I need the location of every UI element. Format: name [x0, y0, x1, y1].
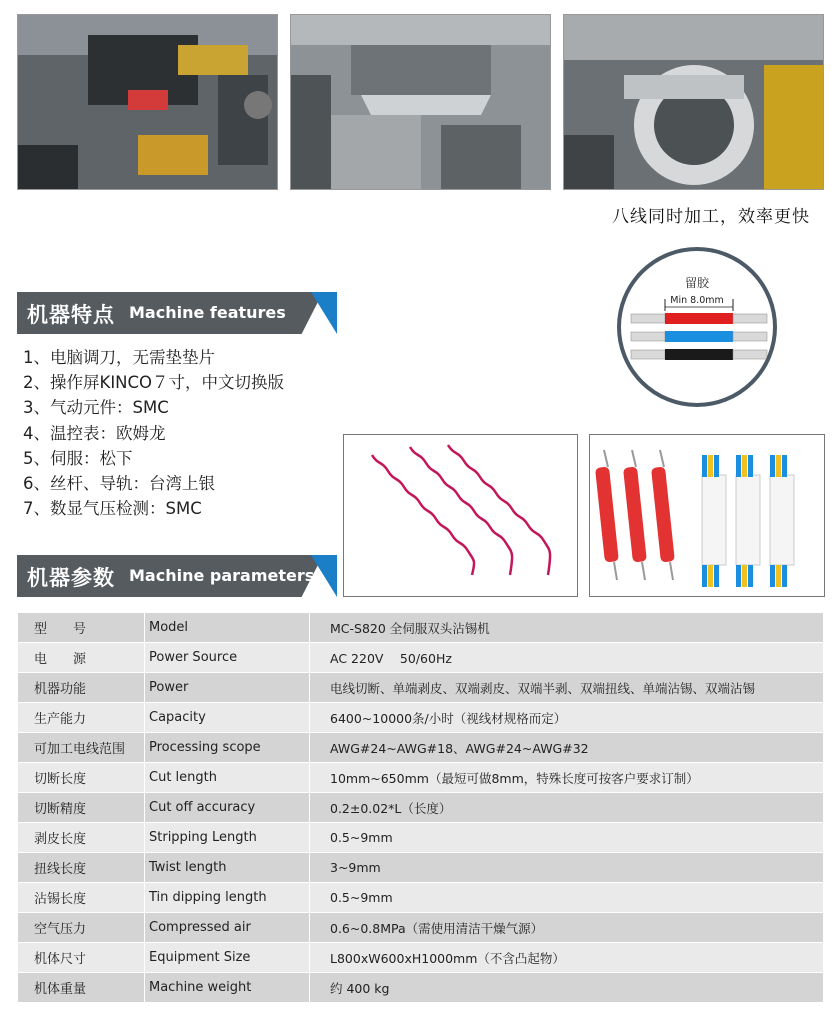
param-name-en: Cut length [145, 763, 310, 793]
param-name-cn: 可加工电线范围 [18, 733, 145, 763]
diagram-top-label: 留胶 [684, 276, 710, 290]
machine-photo-3 [563, 14, 824, 190]
param-name-en: Power Source [145, 643, 310, 673]
diagram-measure-label: Min 8.0mm [670, 295, 724, 306]
param-name-en: Processing scope [145, 733, 310, 763]
tinned-wire-photo [589, 434, 825, 597]
param-value: 3~9mm [310, 853, 824, 883]
param-name-en: Equipment Size [145, 943, 310, 973]
param-name-cn: 切断精度 [18, 793, 145, 823]
table-row [18, 883, 824, 913]
table-row [18, 763, 824, 793]
twisted-wire-photo [343, 434, 578, 597]
param-name-cn: 电 源 [18, 643, 145, 673]
param-name-en: Power [145, 673, 310, 703]
param-value: 6400~10000条/小时（视线材规格而定） [310, 703, 824, 733]
param-name-cn: 扭线长度 [18, 853, 145, 883]
table-row [18, 673, 824, 703]
table-row [18, 973, 824, 1003]
params-title-cn: 机器参数 [27, 566, 115, 590]
param-name-en: Tin dipping length [145, 883, 310, 913]
param-name-cn: 生产能力 [18, 703, 145, 733]
feature-item: 5、伺服：松下 [23, 448, 133, 468]
table-row [18, 853, 824, 883]
features-title-en: Machine features [129, 303, 286, 322]
param-name-en: Compressed air [145, 913, 310, 943]
photo-caption: 八线同时加工，效率更快 [612, 207, 810, 227]
machine-photo-1 [17, 14, 278, 190]
param-value: 电线切断、单端剥皮、双端剥皮、双端半剥、双端扭线、单端沾锡、双端沾锡 [310, 673, 824, 703]
param-value: AC 220V 50/60Hz [310, 643, 824, 673]
parameters-table [17, 612, 824, 1003]
table-row [18, 733, 824, 763]
wire-diagram [617, 247, 777, 407]
params-title-en: Machine parameters [129, 566, 315, 585]
param-value: AWG#24~AWG#18、AWG#24~AWG#32 [310, 733, 824, 763]
param-value: 0.6~0.8MPa（需使用清洁干燥气源） [310, 913, 824, 943]
param-name-en: Stripping Length [145, 823, 310, 853]
param-name-en: Capacity [145, 703, 310, 733]
feature-item: 2、操作屏KINCO７寸，中文切换版 [23, 373, 285, 393]
feature-item: 7、数显气压检测：SMC [23, 499, 202, 519]
param-value: 约 400 kg [310, 973, 824, 1003]
table-row [18, 823, 824, 853]
param-name-cn: 空气压力 [18, 913, 145, 943]
param-name-cn: 机体重量 [18, 973, 145, 1003]
param-name-cn: 剥皮长度 [18, 823, 145, 853]
table-row [18, 703, 824, 733]
param-name-en: Cut off accuracy [145, 793, 310, 823]
param-value: MC-S820 全伺服双头沾锡机 [310, 613, 824, 643]
param-value: 10mm~650mm（最短可做8mm，特殊长度可按客户要求订制） [310, 763, 824, 793]
table-row [18, 613, 824, 643]
feature-item: 3、气动元件：SMC [23, 398, 169, 418]
param-name-en: Machine weight [145, 973, 310, 1003]
table-row [18, 643, 824, 673]
features-title-cn: 机器特点 [27, 303, 115, 327]
param-name-en: Twist length [145, 853, 310, 883]
table-row [18, 793, 824, 823]
param-name-cn: 机体尺寸 [18, 943, 145, 973]
table-row [18, 913, 824, 943]
machine-photo-2 [290, 14, 551, 190]
param-name-en: Model [145, 613, 310, 643]
param-value: 0.5~9mm [310, 823, 824, 853]
param-name-cn: 型 号 [18, 613, 145, 643]
param-name-cn: 沾锡长度 [18, 883, 145, 913]
param-value: 0.2±0.02*L（长度） [310, 793, 824, 823]
param-value: L800xW600xH1000mm（不含凸起物） [310, 943, 824, 973]
feature-item: 4、温控表：欧姆龙 [23, 423, 166, 443]
param-name-cn: 切断长度 [18, 763, 145, 793]
param-value: 0.5~9mm [310, 883, 824, 913]
wire-diagram-wires [631, 313, 767, 360]
feature-item: 1、电脑调刀，无需垫垫片 [23, 348, 215, 367]
param-name-cn: 机器功能 [18, 673, 145, 703]
table-row [18, 943, 824, 973]
feature-item: 6、丝杆、导轨：台湾上银 [23, 473, 215, 493]
features-list [23, 345, 284, 521]
